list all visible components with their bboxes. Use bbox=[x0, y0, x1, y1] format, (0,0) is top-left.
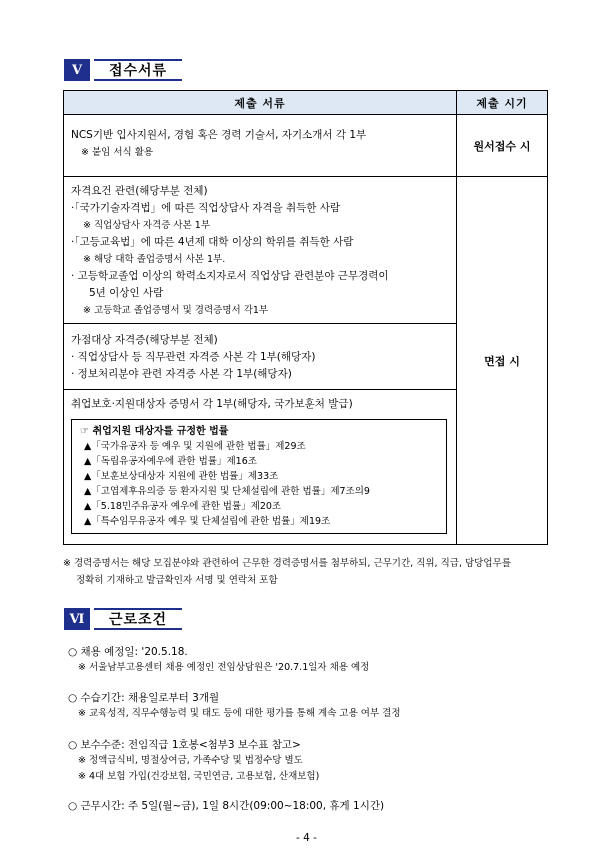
law-item: ▲「보훈보상대상자 지원에 관한 법률」제33조 bbox=[84, 471, 279, 482]
row2-docs bbox=[64, 177, 457, 324]
row2-note1: ※ 직업상담사 자격증 사본 1부 bbox=[83, 220, 211, 231]
row2-note3: ※ 고등학교 졸업증명서 및 경력증명서 각1부 bbox=[83, 305, 269, 316]
interview-time: 면접 시 bbox=[457, 177, 548, 545]
row2-bullet3: · 고등학교졸업 이상의 학력소지자로서 직업상담 관련분야 근무경력이 bbox=[71, 270, 389, 282]
table-footnote bbox=[63, 555, 568, 589]
row1-line1: NCS기반 입사지원서, 경험 혹은 경력 기술서, 자기소개서 각 1부 bbox=[71, 129, 367, 141]
law-item: ▲「고엽제후유의증 등 환자지원 및 단체설립에 관한 법률」제7조의9 bbox=[84, 486, 370, 497]
section-5-number: Ⅴ bbox=[64, 59, 90, 81]
condition-start-date bbox=[68, 644, 369, 676]
row1-note: ※ 붙임 서식 활용 bbox=[81, 147, 154, 158]
law-item: ▲「5.18민주유공자 예우에 관한 법률」제20조 bbox=[84, 501, 282, 512]
table-row bbox=[64, 115, 548, 177]
law-box bbox=[71, 419, 447, 534]
law-item: ▲「독립유공자예우에 관한 법률」제16조 bbox=[84, 456, 257, 467]
section-6-header bbox=[64, 608, 182, 630]
table-row bbox=[64, 177, 548, 324]
table-header-row bbox=[64, 91, 548, 115]
row2-bullet3-cont: 5년 이상인 사람 bbox=[89, 287, 164, 299]
section-5-title: 접수서류 bbox=[94, 59, 182, 81]
row3-bullet1: · 직업상담사 등 직무관련 자격증 사본 각 1부(해당자) bbox=[71, 351, 316, 363]
row3-bullet2: · 정보처리분야 관련 자격증 사본 각 1부(해당자) bbox=[71, 368, 292, 380]
row4-title: 취업보호·지원대상자 증명서 각 1부(해당자, 국가보훈처 발급) bbox=[71, 398, 353, 410]
condition-hours bbox=[68, 798, 384, 814]
condition-pay bbox=[68, 737, 319, 785]
row2-bullet2: ·「고등교육법」에 따른 4년제 대학 이상의 학위를 취득한 사람 bbox=[71, 236, 354, 248]
row1-time: 원서접수 시 bbox=[457, 115, 548, 177]
condition-probation-note: ※ 교육성적, 직무수행능력 및 태도 등에 대한 평가를 통해 계속 고용 여부 결정 bbox=[78, 708, 401, 719]
header-docs: 제출 서류 bbox=[64, 91, 457, 115]
condition-pay-note2: ※ 4대 보험 가입(건강보험, 국민연금, 고용보험, 산재보험) bbox=[78, 771, 320, 782]
condition-probation bbox=[68, 690, 401, 722]
page-number: - 4 - bbox=[296, 832, 317, 844]
row2-note2: ※ 해당 대학 졸업증명서 사본 1부. bbox=[83, 254, 226, 265]
row3-docs bbox=[64, 324, 457, 390]
row2-title: 자격요건 관련(해당부분 전체) bbox=[71, 185, 208, 197]
section-5-header bbox=[64, 59, 182, 81]
documents-table bbox=[63, 90, 548, 545]
row2-bullet1: ·「국가기술자격법」에 따른 직업상담사 자격을 취득한 사람 bbox=[71, 202, 341, 214]
row1-docs bbox=[64, 115, 457, 177]
row4-docs bbox=[64, 390, 457, 545]
row3-title: 가점대상 자격증(해당부분 전체) bbox=[71, 334, 218, 346]
section-6-number: Ⅵ bbox=[64, 608, 90, 630]
law-item: ▲「국가유공자 등 예우 및 지원에 관한 법률」제29조 bbox=[84, 441, 306, 452]
condition-pay-note1: ※ 정액급식비, 명절상여금, 가족수당 및 법정수당 별도 bbox=[78, 755, 303, 766]
condition-pay-text: ○ 보수수준: 전임직급 1호봉<첨부3 보수표 참고> bbox=[68, 739, 301, 751]
section-6-title: 근로조건 bbox=[94, 608, 182, 630]
condition-start-date-note: ※ 서울남부고용센터 채용 예정인 전임상담원은 '20.7.1일자 채용 예정 bbox=[78, 662, 370, 673]
condition-probation-text: ○ 수습기간: 채용일로부터 3개월 bbox=[68, 692, 220, 704]
footnote-line1: ※ 경력증명서는 해당 모집분야와 관련하여 근무한 경력증명서를 첨부하되, 근무기간, 직위, 직급, 담당업무를 bbox=[63, 558, 511, 569]
footnote-line2: 정확히 기재하고 발급확인자 서명 및 연락처 포함 bbox=[76, 575, 278, 586]
law-item: ▲「특수임무유공자 예우 및 단체설립에 관한 법률」제19조 bbox=[84, 516, 331, 527]
condition-start-date-text: ○ 채용 예정일: '20.5.18. bbox=[68, 646, 188, 658]
header-time: 제출 시기 bbox=[457, 91, 548, 115]
condition-hours-text: ○ 근무시간: 주 5일(월~금), 1일 8시간(09:00~18:00, 휴게 1시간) bbox=[68, 800, 385, 812]
law-title: ☞ 취업지원 대상자를 규정한 법률 bbox=[80, 426, 229, 437]
